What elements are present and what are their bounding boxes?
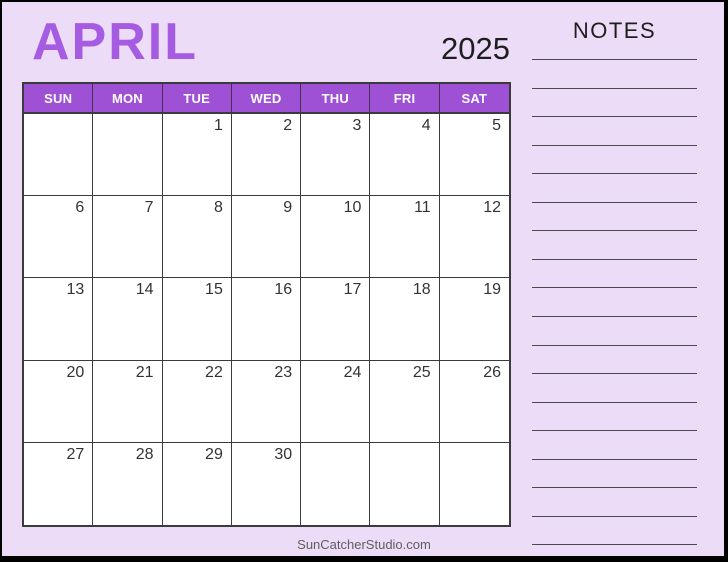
notes-line — [532, 288, 697, 317]
day-cell-30: 30 — [232, 443, 301, 525]
notes-line — [532, 32, 697, 61]
day-cell-empty — [301, 443, 370, 525]
day-cell-23: 23 — [232, 361, 301, 443]
day-cell-empty — [440, 443, 509, 525]
notes-line — [532, 460, 697, 489]
month-title: APRIL — [32, 13, 198, 71]
weekday-header-cell: SAT — [461, 90, 488, 106]
day-cell-16: 16 — [232, 278, 301, 360]
day-cell-10: 10 — [301, 196, 370, 278]
day-cell-5: 5 — [440, 114, 509, 196]
notes-line — [532, 431, 697, 460]
weekday-header-row — [24, 84, 509, 114]
day-cell-empty — [93, 114, 162, 196]
day-cell-18: 18 — [370, 278, 439, 360]
year-label: 2025 — [441, 31, 510, 66]
day-cell-6: 6 — [24, 196, 93, 278]
day-cell-19: 19 — [440, 278, 509, 360]
notes-line — [532, 203, 697, 232]
weekday-header-cell: FRI — [370, 84, 439, 112]
day-cell-4: 4 — [370, 114, 439, 196]
notes-line — [532, 488, 697, 517]
weekday-header-cell: THU — [301, 84, 370, 112]
notes-line — [532, 60, 697, 89]
day-cell-25: 25 — [370, 361, 439, 443]
day-cell-28: 28 — [93, 443, 162, 525]
notes-line — [532, 317, 697, 346]
day-cell-21: 21 — [93, 361, 162, 443]
notes-lines — [532, 32, 697, 546]
day-cell-3: 3 — [301, 114, 370, 196]
notes-line — [532, 403, 697, 432]
calendar-body — [24, 114, 509, 525]
weekday-header-cell: WED — [232, 84, 301, 112]
notes-line — [532, 146, 697, 175]
day-cell-2: 2 — [232, 114, 301, 196]
day-cell-9: 9 — [232, 196, 301, 278]
calendar-grid — [22, 82, 511, 527]
notes-line — [532, 89, 697, 118]
footer-credit: SunCatcherStudio.com — [297, 537, 431, 552]
notes-line — [532, 260, 697, 289]
notes-title: NOTES — [572, 18, 657, 43]
notes-line — [532, 374, 697, 403]
day-cell-15: 15 — [163, 278, 232, 360]
day-cell-17: 17 — [301, 278, 370, 360]
day-cell-26: 26 — [440, 361, 509, 443]
day-cell-22: 22 — [163, 361, 232, 443]
notes-line — [532, 346, 697, 375]
day-cell-8: 8 — [163, 196, 232, 278]
weekday-header-cell: MON — [93, 84, 162, 112]
day-cell-14: 14 — [93, 278, 162, 360]
notes-line — [532, 117, 697, 146]
day-cell-24: 24 — [301, 361, 370, 443]
weekday-header-cell: SUN — [24, 84, 93, 112]
day-cell-29: 29 — [163, 443, 232, 525]
day-cell-20: 20 — [24, 361, 93, 443]
day-cell-13: 13 — [24, 278, 93, 360]
day-cell-1: 1 — [163, 114, 232, 196]
weekday-header-cell: TUE — [163, 84, 232, 112]
notes-line — [532, 174, 697, 203]
day-cell-11: 11 — [370, 196, 439, 278]
day-cell-12: 12 — [440, 196, 509, 278]
day-cell-7: 7 — [93, 196, 162, 278]
day-cell-empty — [370, 443, 439, 525]
day-cell-empty — [24, 114, 93, 196]
notes-line — [532, 231, 697, 260]
day-cell-27: 27 — [24, 443, 93, 525]
